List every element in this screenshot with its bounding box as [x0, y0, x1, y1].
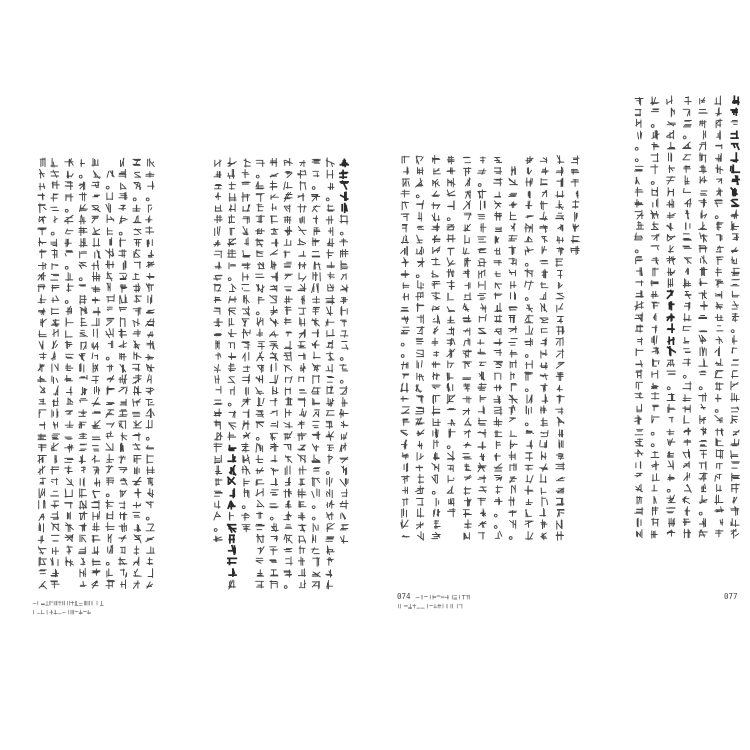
text-column-ink	[447, 156, 455, 517]
text-column-ink	[256, 160, 265, 588]
text-column	[683, 97, 692, 538]
right-page-footer	[397, 592, 738, 608]
text-column	[242, 159, 251, 532]
text-column	[447, 156, 455, 517]
emphasized-text-ink	[228, 446, 237, 576]
text-column-ink	[683, 97, 692, 538]
text-column	[79, 160, 88, 587]
text-column-ink	[119, 158, 128, 588]
text-column	[525, 156, 534, 540]
text-column	[432, 155, 441, 538]
text-column-ink	[214, 160, 223, 542]
text-column	[214, 160, 223, 542]
text-column	[270, 159, 279, 589]
text-column-ink	[312, 159, 321, 589]
text-column-ink	[51, 159, 60, 588]
text-column	[731, 96, 740, 538]
text-column-ink	[416, 156, 424, 540]
text-column-ink	[509, 167, 518, 540]
text-column	[715, 96, 724, 536]
text-column	[146, 159, 155, 588]
text-column	[463, 157, 472, 539]
text-column	[65, 159, 74, 566]
text-column	[284, 159, 292, 589]
text-column	[340, 159, 349, 543]
text-column	[401, 156, 410, 537]
footnote-line	[33, 601, 103, 605]
text-column-ink	[284, 159, 292, 589]
text-column-ink	[65, 159, 74, 566]
text-column	[635, 98, 644, 538]
text-column-ink	[525, 156, 534, 540]
text-column	[298, 161, 307, 588]
text-column-ink	[298, 161, 307, 588]
page-number: 077	[724, 592, 738, 601]
text-column	[256, 160, 265, 588]
left-page	[38, 158, 349, 589]
text-column-ink	[571, 156, 579, 254]
footnote-line	[33, 610, 90, 614]
text-column-ink	[401, 156, 410, 537]
text-column-ink	[478, 157, 487, 539]
text-column-ink	[146, 159, 155, 588]
text-column	[699, 98, 708, 537]
text-column-ink	[540, 158, 549, 540]
text-column-ink	[106, 171, 115, 589]
text-column	[228, 158, 237, 589]
emphasized-text-ink	[731, 96, 740, 206]
text-column	[326, 158, 334, 589]
text-column-ink	[635, 98, 644, 538]
text-column-ink	[494, 158, 503, 539]
text-column-ink	[463, 157, 472, 539]
text-column-ink	[270, 159, 279, 589]
text-column-ink	[699, 98, 708, 537]
text-column	[556, 156, 565, 541]
text-column-ink	[79, 160, 88, 587]
text-column	[38, 158, 47, 589]
text-column	[106, 171, 115, 589]
text-column-ink	[715, 96, 724, 536]
text-column-ink	[340, 215, 348, 543]
text-column	[478, 157, 487, 539]
text-column-ink	[326, 158, 334, 589]
text-column-ink	[432, 155, 441, 538]
text-column-ink	[92, 159, 101, 589]
footer-note-line	[399, 604, 463, 608]
text-column-ink	[651, 97, 659, 538]
text-column	[651, 97, 659, 538]
text-column-ink	[556, 156, 565, 541]
footnote-number: 074	[397, 592, 411, 601]
text-column	[312, 159, 321, 589]
emphasized-text-ink	[667, 291, 675, 356]
text-column	[540, 158, 549, 540]
text-column	[133, 159, 142, 588]
text-column	[416, 156, 424, 540]
footer-note-line	[416, 595, 469, 599]
text-column	[667, 96, 676, 536]
text-column	[494, 158, 503, 539]
text-column-ink	[38, 158, 47, 589]
text-column	[509, 167, 518, 540]
right-page	[401, 96, 740, 540]
emphasized-text-ink	[340, 159, 348, 212]
text-column	[51, 159, 60, 588]
text-column	[571, 156, 579, 254]
text-column	[92, 159, 101, 589]
text-column-ink	[242, 159, 251, 532]
text-column	[119, 158, 128, 588]
left-page-footnotes	[33, 601, 103, 614]
text-column-ink	[133, 159, 142, 588]
